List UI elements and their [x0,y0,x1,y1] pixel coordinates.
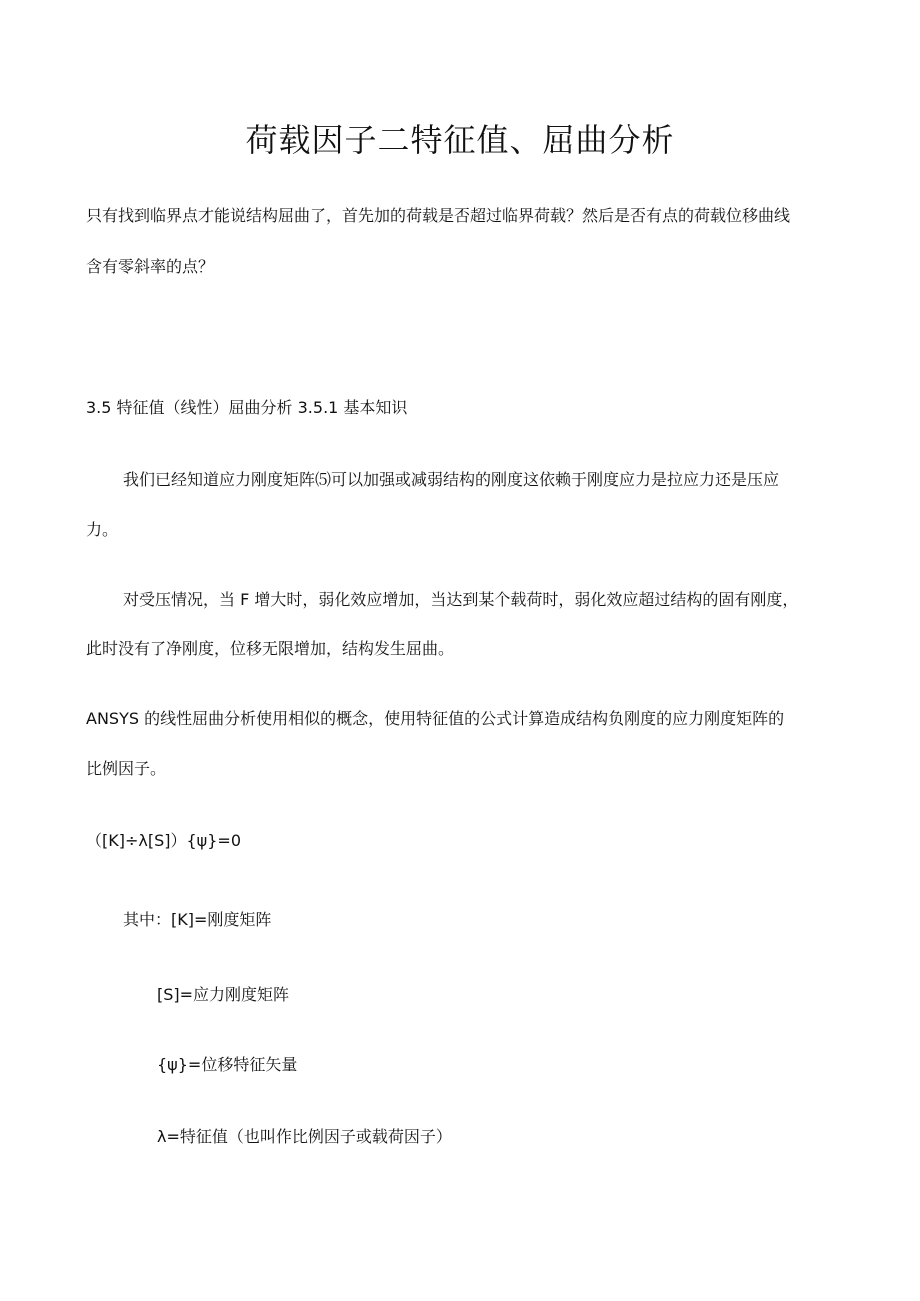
paragraph-3-line-1: ANSYS 的线性屈曲分析使用相似的概念，使用特征值的公式计算造成结构负刚度的应力刚度矩阵的 [86,709,785,728]
intro-line-1: 只有找到临界点才能说结构屈曲了，首先加的荷载是否超过临界荷载？然后是否有点的荷载位移曲线 [86,206,791,225]
definition-lambda: λ=特征值（也叫作比例因子或载荷因子） [157,1127,452,1146]
paragraph-2-line-1: 对受压情况，当 F 增大时，弱化效应增加，当达到某个载荷时，弱化效应超过结构的固有刚度， [123,590,799,609]
definition-k: 其中：[K]=刚度矩阵 [123,910,272,929]
intro-line-2: 含有零斜率的点？ [86,257,215,276]
equation: （[K]÷λ[S]）{ψ}=0 [86,831,241,850]
paragraph-1-line-2: 力。 [86,520,119,539]
paragraph-1-line-1: 我们已经知道应力刚度矩阵⑸可以加强或减弱结构的刚度这依赖于刚度应力是拉应力还是压应 [123,470,780,489]
paragraph-3-line-2: 比例因子。 [86,759,167,778]
document-title: 荷载因子二特征值、屈曲分析 [245,121,675,159]
definition-s: [S]=应力刚度矩阵 [157,985,290,1004]
paragraph-2-line-2: 此时没有了净刚度，位移无限增加，结构发生屈曲。 [86,639,455,658]
definition-psi: {ψ}=位移特征矢量 [157,1055,298,1074]
section-heading: 3.5 特征值（线性）屈曲分析 3.5.1 基本知识 [86,398,408,417]
